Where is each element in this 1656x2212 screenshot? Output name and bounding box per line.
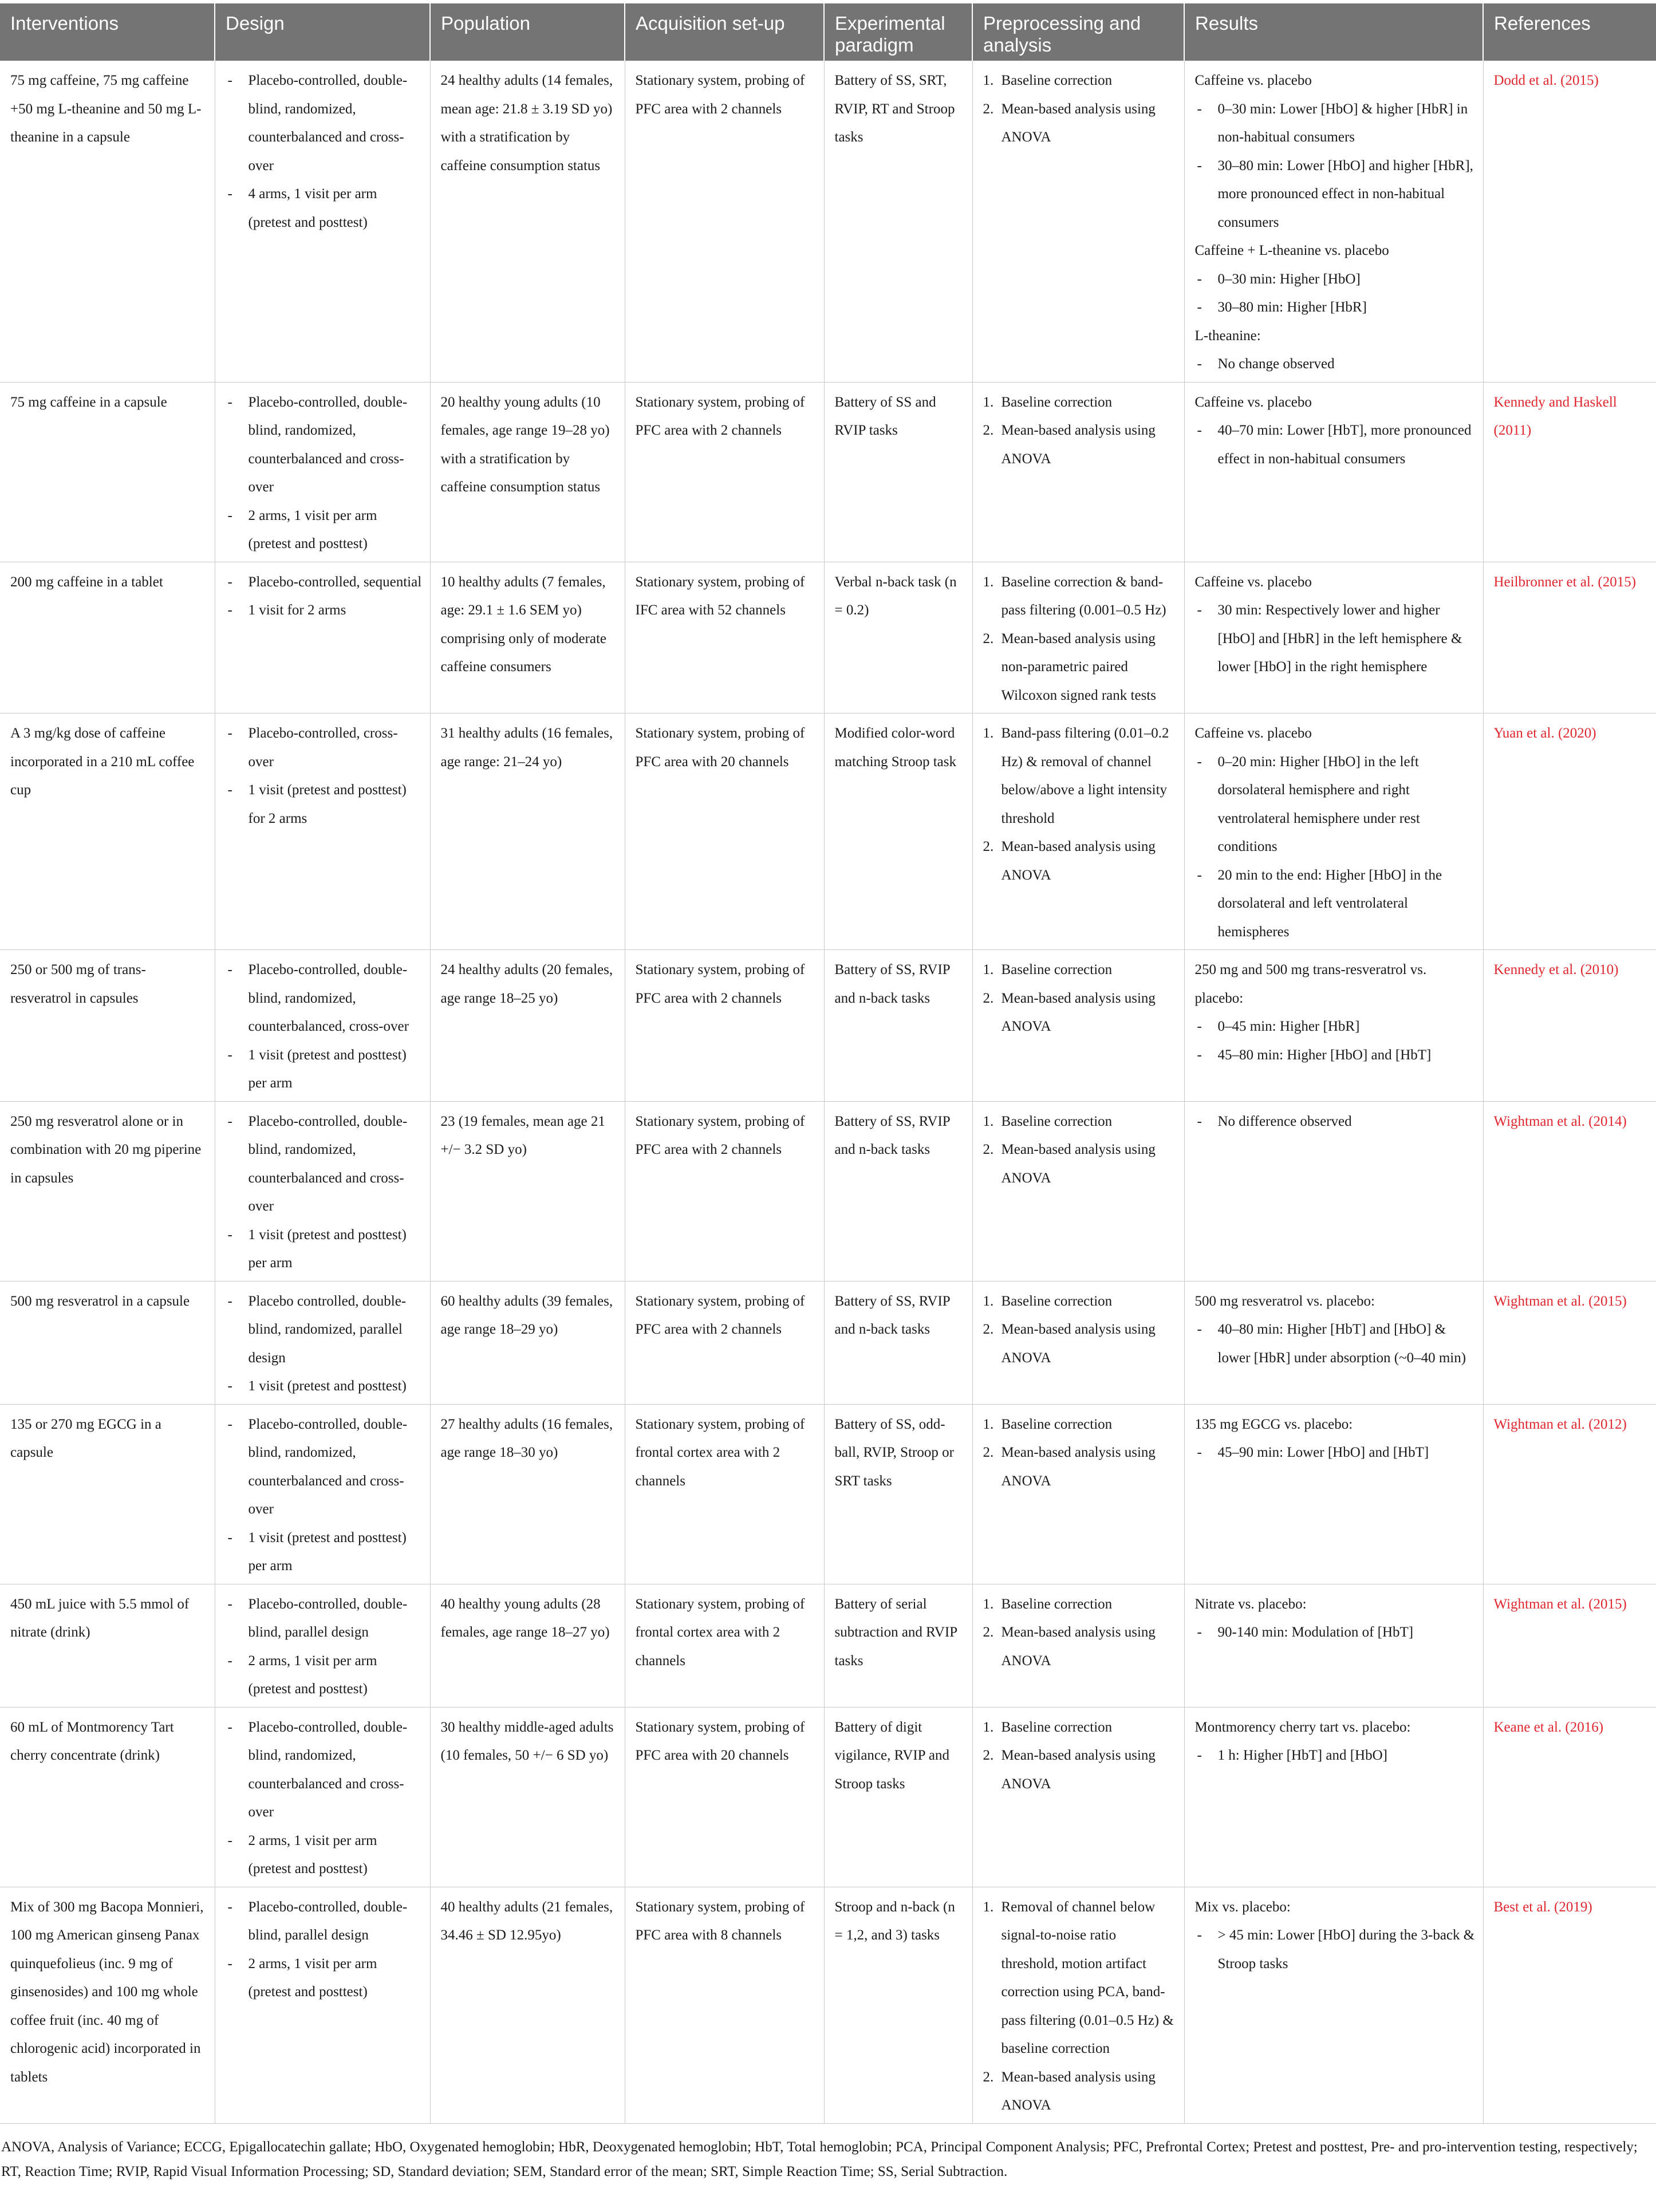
step-number: 1. (983, 1719, 994, 1735)
step-text: Baseline correction (1001, 962, 1113, 977)
column-header-design: Design (215, 3, 430, 61)
reference-link[interactable]: Wightman et al. (2014) (1483, 1101, 1656, 1281)
step-number: 2. (983, 1625, 994, 1640)
design-item: - 2 arms, 1 visit per arm (pretest and posttest) (226, 502, 422, 558)
step-number: 1. (983, 1113, 994, 1129)
step-number: 1. (983, 1899, 994, 1915)
population-cell: 30 healthy middle-aged adults (10 females, 50 +/− 6 SD yo) (430, 1707, 625, 1887)
intervention-cell: 200 mg caffeine in a tablet (0, 562, 215, 713)
results-cell (1184, 950, 1483, 1102)
step-number: 2. (983, 1445, 994, 1460)
table-row (0, 562, 1656, 713)
population-cell: 24 healthy adults (14 females, mean age: 21.8 ± 3.19 SD yo) with a stratification by caffeine consumption status (430, 61, 625, 382)
table-row (0, 1707, 1656, 1887)
preprocessing-list (983, 1410, 1176, 1496)
paradigm-cell: Battery of SS, RVIP and n-back tasks (824, 950, 972, 1102)
column-header-interventions: Interventions (0, 3, 215, 61)
result-item: - 30 min: Respectively lower and higher [HbO] and [HbR] in the left hemisphere & lower [HbO] in the right hemisphere (1195, 596, 1475, 681)
preprocessing-step (983, 95, 1176, 152)
preprocessing-step (983, 719, 1176, 833)
column-header-preprocessing-analysis: Preprocessing and analysis (972, 3, 1184, 61)
preprocessing-step (983, 416, 1176, 473)
design-list (226, 66, 422, 236)
design-list (226, 719, 422, 833)
design-item: - 2 arms, 1 visit per arm (pretest and posttest) (226, 1647, 422, 1704)
step-text: Mean-based analysis using ANOVA (1001, 839, 1156, 883)
population-cell: 23 (19 females, mean age 21 +/− 3.2 SD yo) (430, 1101, 625, 1281)
population-cell: 10 healthy adults (7 females, age: 29.1 ± 1.6 SEM yo) comprising only of moderate caffeine consumers (430, 562, 625, 713)
result-item: - 0–20 min: Higher [HbO] in the left dorsolateral hemisphere and right ventrolateral hemisphere under rest conditions (1195, 748, 1475, 861)
step-text: Baseline correction (1001, 1596, 1113, 1612)
acquisition-cell: Stationary system, probing of PFC area with 2 channels (625, 1281, 824, 1404)
design-cell (215, 1404, 430, 1584)
result-heading: 500 mg resveratrol vs. placebo: (1194, 1293, 1375, 1309)
preprocessing-step (983, 956, 1176, 984)
step-text: Baseline correction (1001, 73, 1113, 88)
acquisition-cell: Stationary system, probing of PFC area with 2 channels (625, 61, 824, 382)
preprocessing-list (983, 1893, 1176, 2120)
reference-link[interactable]: Heilbronner et al. (2015) (1483, 562, 1656, 713)
intervention-cell: 60 mL of Montmorency Tart cherry concentrate (drink) (0, 1707, 215, 1887)
results-cell (1184, 1281, 1483, 1404)
result-item: - 0–45 min: Higher [HbR] (1195, 1012, 1475, 1041)
intervention-cell: 250 mg resveratrol alone or in combination with 20 mg piperine in capsules (0, 1101, 215, 1281)
results-block (1195, 66, 1475, 378)
preprocessing-step (983, 1135, 1176, 1192)
results-block (1195, 1893, 1475, 1978)
step-number: 2. (983, 1748, 994, 1763)
preprocessing-step (983, 1741, 1176, 1798)
step-text: Mean-based analysis using ANOVA (1001, 1748, 1156, 1792)
preprocessing-cell (972, 1101, 1184, 1281)
results-block (1195, 1287, 1475, 1373)
design-item: - 1 visit for 2 arms (226, 596, 422, 625)
results-block (1195, 1713, 1475, 1770)
design-item: - Placebo-controlled, double-blind, randomized, counterbalanced and cross-over (226, 1107, 422, 1221)
table-row (0, 1887, 1656, 2123)
interventions-table (0, 3, 1656, 2124)
design-item: - Placebo-controlled, cross-over (226, 719, 422, 776)
result-item: - 90-140 min: Modulation of [HbT] (1195, 1618, 1475, 1647)
result-item: - 30–80 min: Higher [HbR] (1195, 293, 1475, 322)
design-item: - 1 visit (pretest and posttest) per arm (226, 1041, 422, 1098)
result-heading: 135 mg EGCG vs. placebo: (1194, 1416, 1353, 1432)
result-heading: Caffeine vs. placebo (1194, 725, 1312, 741)
preprocessing-step (983, 1107, 1176, 1136)
step-text: Baseline correction (1001, 1416, 1113, 1432)
design-cell (215, 1887, 430, 2123)
result-heading: Caffeine vs. placebo (1194, 574, 1312, 590)
design-cell (215, 1281, 430, 1404)
step-number: 1. (983, 1293, 994, 1309)
preprocessing-list (983, 568, 1176, 710)
population-cell: 27 healthy adults (16 females, age range 18–30 yo) (430, 1404, 625, 1584)
preprocessing-cell (972, 950, 1184, 1102)
design-cell (215, 382, 430, 562)
column-header-acquisition-setup: Acquisition set-up (625, 3, 824, 61)
result-heading: Nitrate vs. placebo: (1194, 1596, 1307, 1612)
preprocessing-step (983, 568, 1176, 625)
table-footnote: ANOVA, Analysis of Variance; ECCG, Epigallocatechin gallate; HbO, Oxygenated hemoglobin; HbR, Deoxygenated hemoglobin; HbT, Total hemoglobin; PCA, Principal Component Analysis; PFC, Prefrontal Cortex; Pretest and posttest, Pre- and pro-intervention testing, respectively; RT, Reaction Time; RVIP, Rapid Visual Information Processing; SD, Standard deviation; SEM, Standard error of the mean; SRT, Simple Reaction Time; SS, Serial Subtraction. (1, 2139, 1638, 2179)
column-header-references: References (1483, 3, 1656, 61)
design-cell (215, 1707, 430, 1887)
acquisition-cell: Stationary system, probing of PFC area with 2 channels (625, 382, 824, 562)
design-cell (215, 61, 430, 382)
reference-link[interactable]: Kennedy et al. (2010) (1483, 950, 1656, 1102)
reference-link[interactable]: Wightman et al. (2015) (1483, 1584, 1656, 1707)
step-text: Band-pass filtering (0.01–0.2 Hz) & removal of channel below/above a light intensity threshold (1001, 725, 1169, 826)
result-item: - 40–80 min: Higher [HbT] and [HbO] & lower [HbR] under absorption (~0–40 min) (1195, 1315, 1475, 1372)
design-item: - 1 visit (pretest and posttest) for 2 arms (226, 776, 422, 833)
table-row (0, 382, 1656, 562)
preprocessing-step (983, 1713, 1176, 1742)
intervention-cell: 75 mg caffeine, 75 mg caffeine +50 mg L-theanine and 50 mg L-theanine in a capsule (0, 61, 215, 382)
acquisition-cell: Stationary system, probing of PFC area with 8 channels (625, 1887, 824, 2123)
design-item: - Placebo-controlled, double-blind, parallel design (226, 1893, 422, 1950)
preprocessing-cell (972, 1281, 1184, 1404)
design-list (226, 1590, 422, 1704)
step-number: 1. (983, 73, 994, 88)
design-cell (215, 1584, 430, 1707)
design-list (226, 1893, 422, 2006)
result-item: - 30–80 min: Lower [HbO] and higher [HbR], more pronounced effect in non-habitual consumers (1195, 152, 1475, 237)
paradigm-cell: Stroop and n-back (n = 1,2, and 3) tasks (824, 1887, 972, 2123)
result-heading: L-theanine: (1194, 328, 1261, 344)
step-number: 1. (983, 394, 994, 410)
results-block (1195, 568, 1475, 681)
design-cell (215, 713, 430, 950)
results-cell (1184, 1404, 1483, 1584)
step-text: Baseline correction & band-pass filtering (0.001–0.5 Hz) (1001, 574, 1166, 618)
preprocessing-list (983, 1590, 1176, 1675)
result-heading: Montmorency cherry tart vs. placebo: (1194, 1719, 1411, 1735)
step-number: 2. (983, 2069, 994, 2085)
population-cell: 40 healthy adults (21 females, 34.46 ± SD 12.95yo) (430, 1887, 625, 2123)
preprocessing-list (983, 1107, 1176, 1193)
preprocessing-cell (972, 1584, 1184, 1707)
design-item: - Placebo-controlled, double-blind, randomized, counterbalanced and cross-over (226, 66, 422, 180)
result-item: - No difference observed (1195, 1107, 1475, 1136)
preprocessing-list (983, 956, 1176, 1041)
result-heading: 250 mg and 500 mg trans-resveratrol vs. placebo: (1194, 962, 1427, 1006)
acquisition-cell: Stationary system, probing of IFC area with 52 channels (625, 562, 824, 713)
step-number: 2. (983, 839, 994, 854)
step-text: Baseline correction (1001, 1293, 1113, 1309)
acquisition-cell: Stationary system, probing of frontal cortex area with 2 channels (625, 1404, 824, 1584)
result-item: - 0–30 min: Higher [HbO] (1195, 265, 1475, 294)
reference-link[interactable]: Kennedy and Haskell (2011) (1483, 382, 1656, 562)
design-item: - Placebo-controlled, double-blind, parallel design (226, 1590, 422, 1647)
design-item: - Placebo-controlled, double-blind, randomized, counterbalanced and cross-over (226, 388, 422, 502)
design-item: - 4 arms, 1 visit per arm (pretest and posttest) (226, 180, 422, 236)
preprocessing-cell (972, 713, 1184, 950)
result-heading: Mix vs. placebo: (1194, 1899, 1291, 1915)
reference-link[interactable]: Best et al. (2019) (1483, 1887, 1656, 2123)
design-item: - Placebo-controlled, double-blind, randomized, counterbalanced and cross-over (226, 1410, 422, 1524)
intervention-cell: 135 or 270 mg EGCG in a capsule (0, 1404, 215, 1584)
preprocessing-cell (972, 61, 1184, 382)
step-text: Mean-based analysis using ANOVA (1001, 1322, 1156, 1366)
step-number: 1. (983, 962, 994, 977)
results-block (1195, 1590, 1475, 1647)
table-row (0, 950, 1656, 1102)
preprocessing-cell (972, 1707, 1184, 1887)
design-list (226, 568, 422, 625)
design-item: - 1 visit (pretest and posttest) per arm (226, 1221, 422, 1277)
table-row (0, 1584, 1656, 1707)
intervention-cell: 250 or 500 mg of trans-resveratrol in capsules (0, 950, 215, 1102)
step-number: 1. (983, 574, 994, 590)
design-cell (215, 950, 430, 1102)
step-text: Removal of channel below signal-to-noise ratio threshold, motion artifact correction using PCA, band-pass filtering (0.01–0.5 Hz) & baseline correction (1001, 1899, 1174, 2056)
design-list (226, 1287, 422, 1401)
design-item: - 2 arms, 1 visit per arm (pretest and posttest) (226, 1827, 422, 1883)
step-text: Mean-based analysis using ANOVA (1001, 423, 1156, 467)
result-item: - 0–30 min: Lower [HbO] & higher [HbR] in non-habitual consumers (1195, 95, 1475, 152)
step-number: 2. (983, 1322, 994, 1337)
preprocessing-cell (972, 562, 1184, 713)
preprocessing-step (983, 1590, 1176, 1619)
preprocessing-list (983, 66, 1176, 152)
preprocessing-step (983, 1315, 1176, 1372)
paradigm-cell: Battery of SS and RVIP tasks (824, 382, 972, 562)
design-list (226, 1107, 422, 1277)
preprocessing-list (983, 388, 1176, 474)
acquisition-cell: Stationary system, probing of PFC area with 2 channels (625, 950, 824, 1102)
preprocessing-step (983, 2063, 1176, 2120)
paradigm-cell: Verbal n-back task (n = 0.2) (824, 562, 972, 713)
preprocessing-list (983, 719, 1176, 889)
preprocessing-step (983, 1893, 1176, 2063)
preprocessing-step (983, 625, 1176, 710)
table-row (0, 1101, 1656, 1281)
step-number: 1. (983, 725, 994, 741)
paradigm-cell: Battery of SS, RVIP and n-back tasks (824, 1281, 972, 1404)
result-item: - 45–90 min: Lower [HbO] and [HbT] (1195, 1438, 1475, 1467)
design-item: - Placebo controlled, double-blind, randomized, parallel design (226, 1287, 422, 1373)
result-item: - No change observed (1195, 350, 1475, 378)
column-header-experimental-paradigm: Experimental paradigm (824, 3, 972, 61)
reference-link[interactable]: Keane et al. (2016) (1483, 1707, 1656, 1887)
reference-link[interactable]: Wightman et al. (2012) (1483, 1404, 1656, 1584)
step-text: Mean-based analysis using ANOVA (1001, 1445, 1156, 1489)
results-cell (1184, 562, 1483, 713)
preprocessing-step (983, 388, 1176, 417)
result-item: - 45–80 min: Higher [HbO] and [HbT] (1195, 1041, 1475, 1070)
population-cell: 20 healthy young adults (10 females, age range 19–28 yo) with a stratification by caffeine consumption status (430, 382, 625, 562)
reference-link[interactable]: Wightman et al. (2015) (1483, 1281, 1656, 1404)
step-number: 2. (983, 990, 994, 1006)
table-row (0, 61, 1656, 382)
paradigm-cell: Battery of serial subtraction and RVIP tasks (824, 1584, 972, 1707)
design-list (226, 388, 422, 558)
preprocessing-step (983, 1438, 1176, 1495)
design-cell (215, 562, 430, 713)
result-heading: Caffeine + L-theanine vs. placebo (1194, 243, 1389, 258)
results-block (1195, 388, 1475, 474)
intervention-cell: 500 mg resveratrol in a capsule (0, 1281, 215, 1404)
preprocessing-step (983, 1618, 1176, 1675)
results-cell (1184, 1584, 1483, 1707)
design-list (226, 956, 422, 1098)
paradigm-cell: Battery of SS, RVIP and n-back tasks (824, 1101, 972, 1281)
design-item: - Placebo-controlled, sequential (226, 568, 422, 597)
step-text: Mean-based analysis using ANOVA (1001, 1625, 1156, 1669)
result-item: - 1 h: Higher [HbT] and [HbO] (1195, 1741, 1475, 1770)
table-body (0, 61, 1656, 2123)
preprocessing-cell (972, 1887, 1184, 2123)
preprocessing-cell (972, 382, 1184, 562)
design-item: - Placebo-controlled, double-blind, randomized, counterbalanced, cross-over (226, 956, 422, 1041)
design-list (226, 1410, 422, 1580)
acquisition-cell: Stationary system, probing of PFC area with 20 channels (625, 1707, 824, 1887)
step-number: 2. (983, 423, 994, 438)
preprocessing-list (983, 1287, 1176, 1373)
intervention-cell: Mix of 300 mg Bacopa Monnieri, 100 mg American ginseng Panax quinquefolieus (inc. 9 mg of ginsenosides) and 100 mg whole coffee fruit (inc. 40 mg of chlorogenic acid) incorporated in tablets (0, 1887, 215, 2123)
step-text: Mean-based analysis using ANOVA (1001, 990, 1156, 1034)
table-header-row (0, 3, 1656, 61)
preprocessing-step (983, 833, 1176, 889)
results-block (1195, 1410, 1475, 1467)
design-item: - Placebo-controlled, double-blind, randomized, counterbalanced and cross-over (226, 1713, 422, 1827)
results-block (1195, 719, 1475, 946)
preprocessing-list (983, 1713, 1176, 1799)
paradigm-cell: Modified color-word matching Stroop task (824, 713, 972, 950)
design-cell (215, 1101, 430, 1281)
results-cell (1184, 1887, 1483, 2123)
result-item: - 40–70 min: Lower [HbT], more pronounced effect in non-habitual consumers (1195, 416, 1475, 473)
paradigm-cell: Battery of SS, odd-ball, RVIP, Stroop or SRT tasks (824, 1404, 972, 1584)
result-item: - 20 min to the end: Higher [HbO] in the dorsolateral and left ventrolateral hemispheres (1195, 861, 1475, 947)
results-block (1195, 956, 1475, 1069)
results-cell (1184, 382, 1483, 562)
intervention-cell: A 3 mg/kg dose of caffeine incorporated in a 210 mL coffee cup (0, 713, 215, 950)
design-item: - 1 visit (pretest and posttest) per arm (226, 1524, 422, 1580)
acquisition-cell: Stationary system, probing of frontal cortex area with 2 channels (625, 1584, 824, 1707)
result-item: - > 45 min: Lower [HbO] during the 3-back & Stroop tasks (1195, 1921, 1475, 1978)
step-text: Baseline correction (1001, 1719, 1113, 1735)
acquisition-cell: Stationary system, probing of PFC area with 2 channels (625, 1101, 824, 1281)
population-cell: 40 healthy young adults (28 females, age range 18–27 yo) (430, 1584, 625, 1707)
preprocessing-step (983, 984, 1176, 1041)
results-cell (1184, 61, 1483, 382)
result-heading: Caffeine vs. placebo (1194, 73, 1312, 88)
step-number: 1. (983, 1416, 994, 1432)
population-cell: 60 healthy adults (39 females, age range 18–29 yo) (430, 1281, 625, 1404)
step-text: Mean-based analysis using ANOVA (1001, 2069, 1156, 2113)
step-text: Mean-based analysis using non-parametric paired Wilcoxon signed rank tests (1001, 630, 1156, 703)
intervention-cell: 450 mL juice with 5.5 mmol of nitrate (drink) (0, 1584, 215, 1707)
paradigm-cell: Battery of SS, SRT, RVIP, RT and Stroop tasks (824, 61, 972, 382)
step-number: 2. (983, 630, 994, 646)
intervention-cell: 75 mg caffeine in a capsule (0, 382, 215, 562)
step-text: Baseline correction (1001, 394, 1113, 410)
step-text: Mean-based analysis using ANOVA (1001, 101, 1156, 145)
reference-link[interactable]: Yuan et al. (2020) (1483, 713, 1656, 950)
results-cell (1184, 1707, 1483, 1887)
design-list (226, 1713, 422, 1883)
table-row (0, 1281, 1656, 1404)
population-cell: 31 healthy adults (16 females, age range: 21–24 yo) (430, 713, 625, 950)
step-number: 1. (983, 1596, 994, 1612)
preprocessing-cell (972, 1404, 1184, 1584)
step-number: 2. (983, 101, 994, 117)
step-text: Baseline correction (1001, 1113, 1113, 1129)
results-block (1195, 1107, 1475, 1136)
design-item: - 1 visit (pretest and posttest) (226, 1372, 422, 1401)
preprocessing-step (983, 1410, 1176, 1439)
population-cell: 24 healthy adults (20 females, age range 18–25 yo) (430, 950, 625, 1102)
step-number: 2. (983, 1142, 994, 1157)
reference-link[interactable]: Dodd et al. (2015) (1483, 61, 1656, 382)
column-header-results: Results (1184, 3, 1483, 61)
design-item: - 2 arms, 1 visit per arm (pretest and posttest) (226, 1950, 422, 2006)
preprocessing-step (983, 66, 1176, 95)
preprocessing-step (983, 1287, 1176, 1316)
result-heading: Caffeine vs. placebo (1194, 394, 1312, 410)
step-text: Mean-based analysis using ANOVA (1001, 1142, 1156, 1186)
acquisition-cell: Stationary system, probing of PFC area with 20 channels (625, 713, 824, 950)
results-cell (1184, 713, 1483, 950)
table-row (0, 713, 1656, 950)
column-header-population: Population (430, 3, 625, 61)
table-row (0, 1404, 1656, 1584)
results-cell (1184, 1101, 1483, 1281)
paradigm-cell: Battery of digit vigilance, RVIP and Stroop tasks (824, 1707, 972, 1887)
